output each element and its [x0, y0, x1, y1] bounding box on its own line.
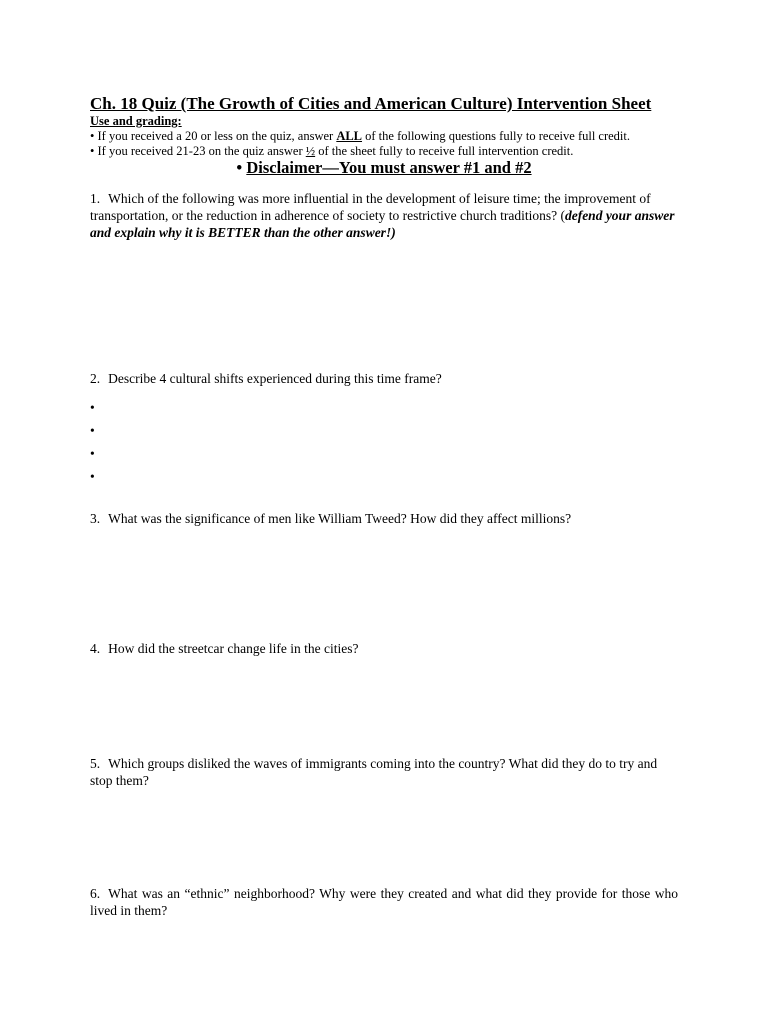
question-5: 5. Which groups disliked the waves of immigrants coming into the country? What did they do to try and stop them?	[90, 756, 658, 788]
question-2: 2. Describe 4 cultural shifts experienced during this time frame?	[90, 371, 442, 386]
page-title: Ch. 18 Quiz (The Growth of Cities and American Culture) Intervention Sheet	[90, 94, 652, 113]
answer-bullet: •	[90, 423, 95, 438]
question-1-instruction: defend your answer and explain why it is BETTER than the other answer!)	[90, 208, 675, 240]
question-6: 6. What was an “ethnic” neighborhood? Why were they created and what did they provide for those who lived in them?	[90, 886, 678, 918]
emphasis-all: ALL	[336, 129, 363, 143]
question-4: 4. How did the streetcar change life in the cities?	[90, 641, 359, 656]
answer-bullet: •	[90, 469, 95, 484]
use-grading-heading: Use and grading:	[90, 114, 182, 128]
disclaimer-text: Disclaimer—You must answer #1 and #2	[246, 158, 532, 177]
grading-rule-2: • If you received 21-23 on the quiz answer ½ of the sheet fully to receive full intervention credit.	[90, 144, 574, 158]
question-3: 3. What was the significance of men like William Tweed? How did they affect millions?	[90, 511, 572, 526]
emphasis-half: ½	[305, 144, 316, 158]
disclaimer: • Disclaimer—You must answer #1 and #2	[236, 158, 532, 177]
answer-bullet: •	[90, 446, 95, 461]
answer-bullet: •	[90, 400, 95, 415]
grading-rule-1: • If you received a 20 or less on the quiz, answer ALL of the following questions fully to receive full credit.	[90, 129, 631, 143]
question-1: 1. Which of the following was more influential in the development of leisure time; the improvement of transportation, or the reduction in adherence of society to restrictive church traditions? (defend your answer and explain why it is BETTER than the other answer!)	[90, 191, 675, 240]
